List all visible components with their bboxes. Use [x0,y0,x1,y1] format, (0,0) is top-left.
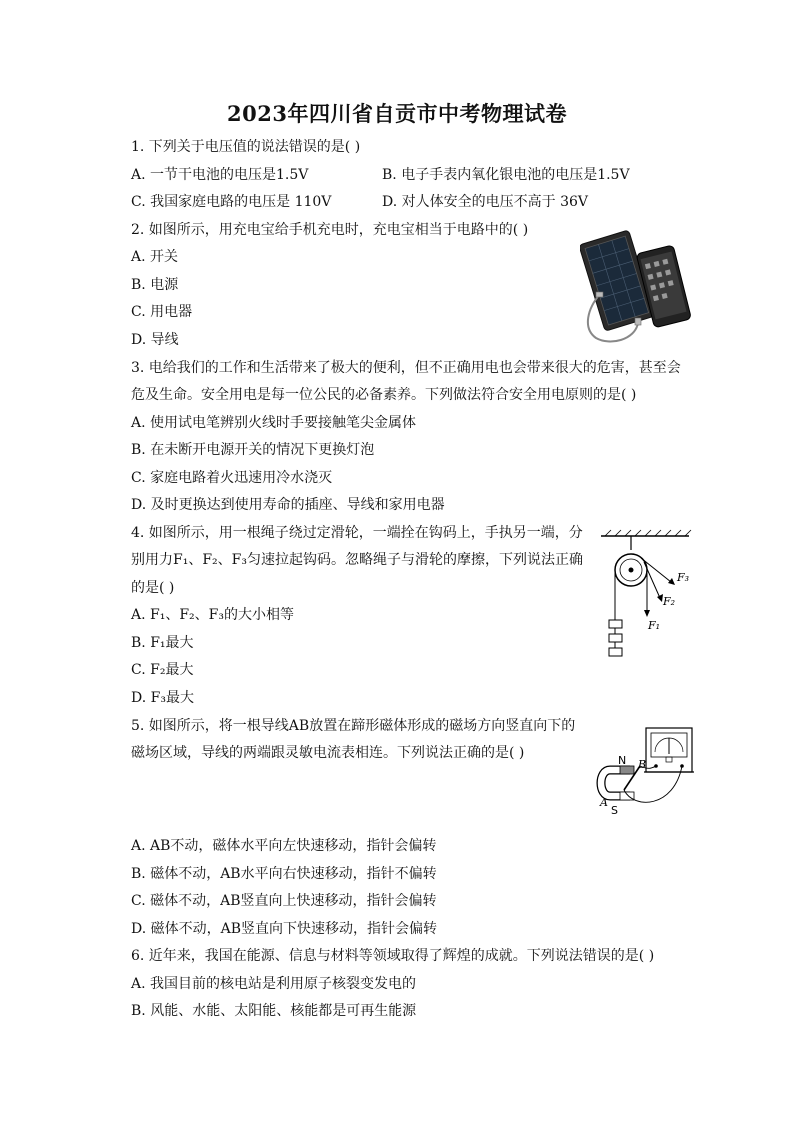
q2-option-d: D. 导线 [131,332,179,348]
q4-option-a: A. F₁、F₂、F₃的大小相等 [131,607,294,623]
q1-stem: 1. 下列关于电压值的说法错误的是( ) [131,139,361,155]
q5-stem-line1: 5. 如图所示，将一根导线AB放置在蹄形磁体形成的磁场方向竖直向下的 [131,718,576,734]
q3-stem-line2: 危及生命。安全用电是每一位公民的必备素养。下列做法符合安全用电原则的是( ) [131,387,637,403]
q4-figure-fixed-pulley [597,528,697,660]
q1-option-c: C. 我国家庭电路的电压是 110V [131,194,332,210]
q6-stem: 6. 近年来，我国在能源、信息与材料等领域取得了辉煌的成就。下列说法错误的是( ) [131,948,655,964]
q5-option-c: C. 磁体不动，AB竖直向上快速移动，指针会偏转 [131,893,437,909]
q3-option-b: B. 在未断开电源开关的情况下更换灯泡 [131,442,375,458]
q2-option-b: B. 电源 [131,277,179,293]
label-s: S [611,804,618,816]
q3-option-c: C. 家庭电路着火迅速用冷水浇灭 [131,470,333,486]
q1-option-a: A. 一节干电池的电压是1.5V [131,167,309,183]
q2-stem: 2. 如图所示，用充电宝给手机充电时，充电宝相当于电路中的( ) [131,222,529,238]
q2-figure-power-bank-phone [580,228,692,346]
q4-stem-line1: 4. 如图所示，用一根绳子绕过定滑轮，一端拴在钩码上，手执另一端，分 [131,525,583,541]
label-f2: F₂ [663,595,676,608]
label-b: B [638,758,647,771]
q2-option-c: C. 用电器 [131,304,193,320]
q3-option-a: A. 使用试电笔辨别火线时手要接触笔尖金属体 [131,415,417,431]
q4-stem-line3: 的是( ) [131,580,175,596]
label-a: A [600,796,608,809]
q1-option-d: D. 对人体安全的电压不高于 36V [382,194,589,210]
q4-option-d: D. F₃最大 [131,690,194,706]
q5-stem-line2: 磁场区域，导线的两端跟灵敏电流表相连。下列说法正确的是( ) [131,745,525,761]
page-title: 2023年四川省自贡市中考物理试卷 [227,101,567,126]
q6-option-a: A. 我国目前的核电站是利用原子核裂变发电的 [131,976,417,992]
label-f1: F₁ [648,619,661,632]
q2-option-a: A. 开关 [131,249,179,265]
q3-stem-line1: 3. 电给我们的工作和生活带来了极大的便利，但不正确用电也会带来很大的危害，甚至会 [131,360,681,376]
q3-option-d: D. 及时更换达到使用寿命的插座、导线和家用电器 [131,497,445,513]
q4-option-c: C. F₂最大 [131,662,194,678]
q5-figure-magnet-galvanometer [594,724,698,816]
label-f3: F₃ [677,571,690,584]
q6-option-b: B. 风能、水能、太阳能、核能都是可再生能源 [131,1003,417,1019]
q5-option-d: D. 磁体不动，AB竖直向下快速移动，指针会偏转 [131,921,438,937]
q5-option-a: A. AB不动，磁体水平向左快速移动，指针会偏转 [131,838,437,854]
q4-stem-line2: 别用力F₁、F₂、F₃匀速拉起钩码。忽略绳子与滑轮的摩擦，下列说法正确 [131,552,583,568]
q5-option-b: B. 磁体不动，AB水平向右快速移动，指针不偏转 [131,866,437,882]
q4-option-b: B. F₁最大 [131,635,194,651]
q1-option-b: B. 电子手表内氧化银电池的电压是1.5V [382,167,630,183]
label-n: N [618,754,627,767]
